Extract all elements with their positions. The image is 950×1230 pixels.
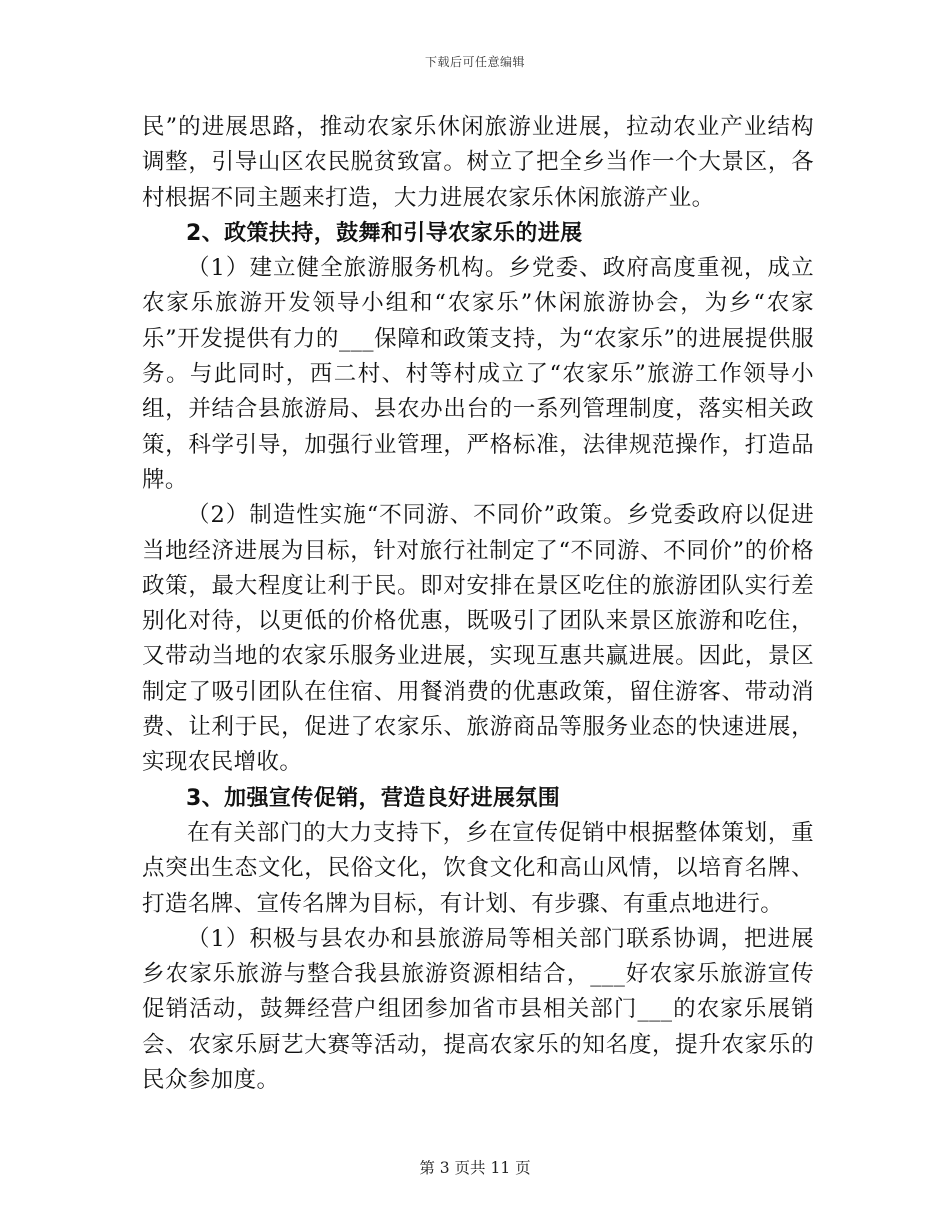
section-heading-2: 2、政策扶持，鼓舞和引导农家乐的进展 xyxy=(186,220,583,246)
page-header: 下载后可任意编辑 xyxy=(424,55,525,69)
page-number: 第 3 页共 11 页 xyxy=(419,1159,531,1177)
paragraph-continued: 民”的进展思路，推动农家乐休闲旅游业进展，拉动农业产业结构调整，引导山区农民脱贫致富。树立了把全乡当作一个大景区，各村根据不同主题来打造，大力进展农家乐休闲旅游产业。 xyxy=(142,114,814,211)
section-heading-3: 3、加强宣传促销，营造良好进展氛围 xyxy=(186,785,561,811)
document-body xyxy=(142,110,814,1098)
paragraph-pricing-policy: （2）制造性实施“不同游、不同价”政策。乡党委政府以促进当地经济进展为目标，针对旅行社制定了“不同游、不同价”的价格政策，最大程度让利于民。即对安排在景区吃住的旅游团队实行差别化对待，以更低的价格优惠，既吸引了团队来景区旅游和吃住，又带动当地的农家乐服务业进展，实现互惠共赢进展。因此，景区制定了吸引团队在住宿、用餐消费的优惠政策，留住游客、带动消费、让利于民，促进了农家乐、旅游商品等服务业态的快速进展，实现农民增收。 xyxy=(142,502,814,776)
paragraph-promotion-intro: 在有关部门的大力支持下，乡在宣传促销中根据整体策划，重点突出生态文化，民俗文化，饮食文化和高山风情，以培育名牌、打造名牌、宣传名牌为目标，有计划、有步骤、有重点地进行。 xyxy=(142,819,814,917)
paragraph-promotion-coordination: （1）积极与县农办和县旅游局等相关部门联系协调，把进展乡农家乐旅游与整合我县旅游资源相结合，___好农家乐旅游宣传促销活动，鼓舞经营户组团参加省市县相关部门___的农家乐展销会、农家乐厨艺大赛等活动，提高农家乐的知名度，提升农家乐的民众参加度。 xyxy=(142,925,814,1094)
paragraph-service-organization: （1）建立健全旅游服务机构。乡党委、政府高度重视，成立农家乐旅游开发领导小组和“农家乐”休闲旅游协会，为乡“农家乐”开发提供有力的___保障和政策支持，为“农家乐”的进展提供服务。与此同时，西二村、村等村成立了“农家乐”旅游工作领导小组，并结合县旅游局、县农办出台的一系列管理制度，落实相关政策，科学引导，加强行业管理，严格标准，法律规范操作，打造品牌。 xyxy=(142,255,814,493)
